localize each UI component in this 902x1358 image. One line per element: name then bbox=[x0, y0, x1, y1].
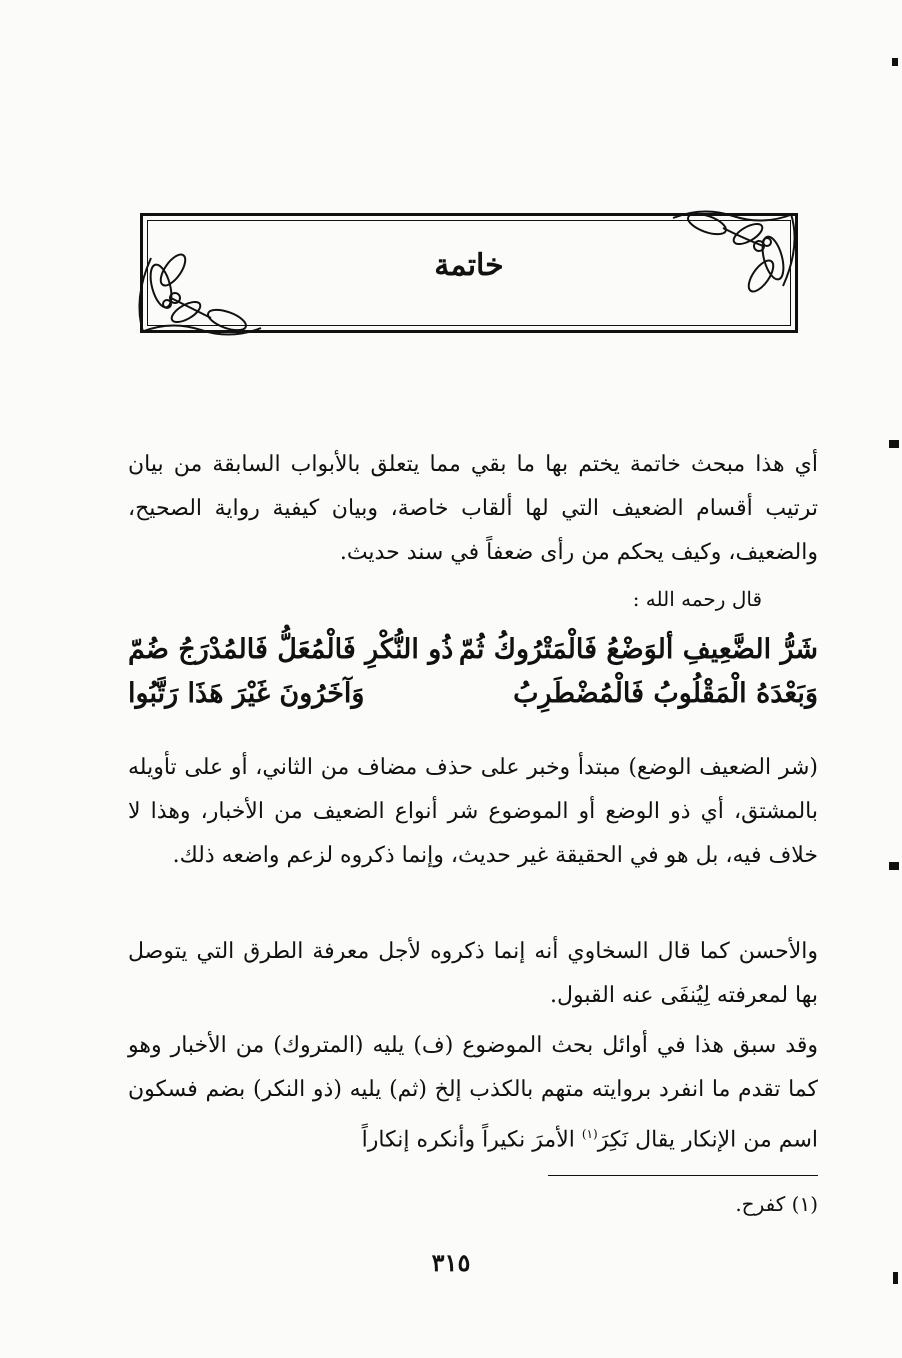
scan-edge-mark bbox=[892, 58, 898, 66]
verse-hemistich: شَرُّ الضَّعِيفِ ألوَضْعُ فَالْمَتْرُوكُ ثُمّ bbox=[458, 634, 818, 665]
poet-attribution: قال رحمه الله : bbox=[632, 587, 762, 611]
verse-line bbox=[128, 672, 818, 716]
paragraph-text: والأحسن كما قال السخاوي أنه إنما ذكروه لأجل معرفة الطرق التي يتوصل بها لمعرفته لِيُنفَى عنه القبول. bbox=[128, 939, 818, 1008]
commentary-paragraph bbox=[128, 746, 818, 878]
verse-hemistich: وَبَعْدَهُ الْمَقْلُوبُ فَالْمُضْطَرِبُ bbox=[513, 678, 818, 709]
paragraph-text bbox=[128, 1024, 818, 1162]
intro-text: أي هذا مبحث خاتمة يختم بها ما بقي مما يتعلق بالأبواب السابقة من بيان ترتيب أقسام الضعيف التي لها ألقاب خاصة، وبيان كيفية رواية الصحيح، والضعيف، وكيف يحكم من رأى ضعفاً في سند حديث. bbox=[128, 452, 818, 565]
page-number: ٣١٥ bbox=[431, 1248, 471, 1277]
scan-edge-mark bbox=[889, 862, 899, 870]
chapter-title: خاتمة bbox=[434, 248, 504, 283]
intro-paragraph bbox=[128, 443, 818, 575]
commentary-paragraph bbox=[128, 1024, 818, 1162]
scan-edge-mark bbox=[889, 440, 899, 448]
commentary-paragraph bbox=[128, 930, 818, 1018]
footnote: (١) كفرح. bbox=[735, 1192, 818, 1216]
verse-hemistich: وَآخَرُونَ غَيْرَ هَذَا رَتَّبُوا bbox=[128, 678, 365, 709]
footnote-divider bbox=[548, 1175, 818, 1176]
footnote-reference: (١) bbox=[581, 1127, 598, 1141]
scan-edge-mark bbox=[893, 1272, 898, 1284]
verse-hemistich: ذُو النُّكْرِ فَالْمُعَلُّ فَالمُدْرَجُ ضُمّ bbox=[128, 634, 454, 665]
chapter-title-frame bbox=[140, 213, 798, 333]
paragraph-text: (شر الضعيف الوضع) مبتدأ وخبر على حذف مضاف من الثاني، أو على تأويله بالمشتق، أي ذو الوضع أو الموضوع شر أنواع الضعيف من الأخبار، وهذا لا خلاف فيه، بل هو في الحقيقة غير حديث، وإنما ذكروه لزعم واضعه ذلك. bbox=[128, 755, 818, 868]
paragraph-text-part: وقد سبق هذا في أوائل بحث الموضوع (ف) يليه (المتروك) من الأخبار وهو كما تقدم ما انفرد بروايته متهم بالكذب إلخ (ثم) يليه (ذو النكر) بضم فسكون اسم من الإنكار يقال نَكِرَ bbox=[128, 1033, 818, 1153]
paragraph-text-part: الأمرَ نكيراً وأنكره إنكاراً bbox=[361, 1127, 582, 1153]
poem-verses bbox=[128, 628, 818, 716]
verse-line bbox=[128, 628, 818, 672]
